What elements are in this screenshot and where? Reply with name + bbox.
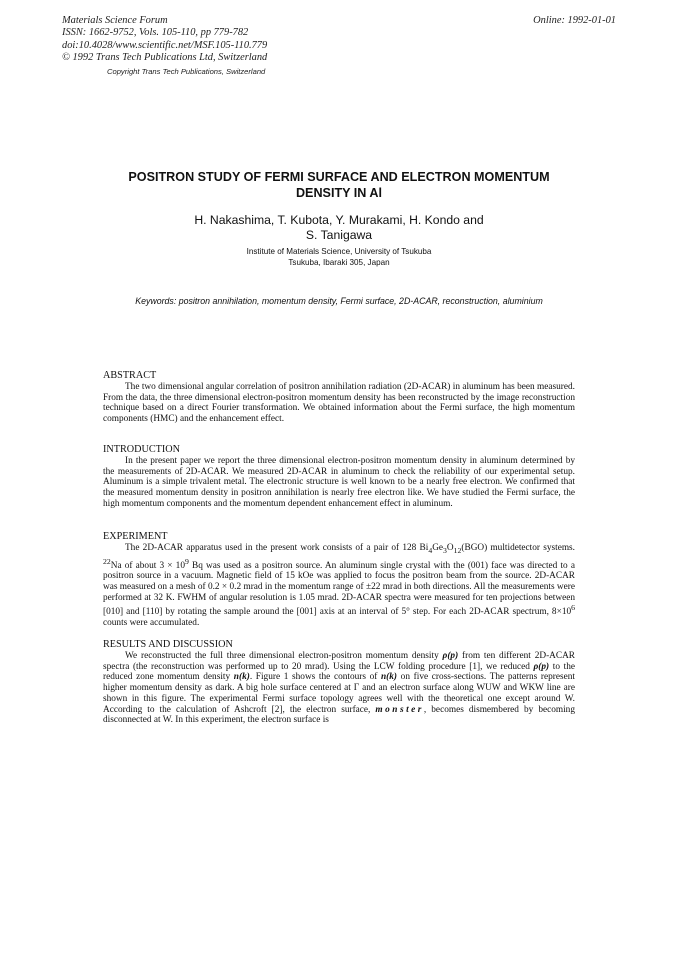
- affiliation-line-1: Institute of Materials Science, University of Tsukuba: [246, 247, 432, 256]
- rho-p-symbol: ρ(p): [442, 651, 459, 661]
- affiliation-line-2: Tsukuba, Ibaraki 305, Japan: [288, 257, 390, 267]
- copyright-small: Copyright Trans Tech Publications, Switzerland: [107, 67, 266, 76]
- rho-p-symbol-2: ρ(p): [533, 661, 550, 672]
- results-heading: RESULTS AND DISCUSSION: [103, 639, 233, 650]
- experiment-section: [103, 531, 575, 629]
- results-text-2: from ten different 2D-ACAR spectra (the reconstruction was performed up to 20 mrad). Using the LCW folding procedure [1], we reduced: [103, 651, 575, 672]
- experiment-heading: EXPERIMENT: [103, 531, 168, 542]
- results-text-5: on five cross-sections. The patterns represent higher momentum density as dark. A big hole surface centered at Γ and an electron surface along WUW and WKW line are shown in this figure. The experimental Fermi surface topology agrees well with the theoretical one except around W. According to the calculation of Ashcroft [2], the electron surface,: [103, 672, 575, 715]
- n-k-symbol: n(k): [233, 672, 250, 683]
- exp-text-6: Bq was used as a positron source. An aluminum single crystal with the (001) face was directed to a positron source in a vacuum. Magnetic field of 15 kOe was applied to focus the positron beam from the source. 2D-ACAR was measured on a mesh of 0.2 × 0.2 mrad in the momentum range of ±22 mrad in both directions. All the measurements were performed at 32 K. FWHM of angular resolution is 1.05 mrad. 2D-ACAR spectra were measured for ten projections between [010] and [110] by rotating the sample around the [001] axis at an interval of 5° step. For each 2D-ACAR spectrum, 8×10: [103, 560, 575, 618]
- exp-sup-mass: 22: [103, 556, 111, 566]
- exp-sup-exp-1: 9: [184, 556, 189, 566]
- exp-text-3: O: [446, 543, 454, 553]
- exp-sub-3: 12: [453, 545, 462, 555]
- experiment-text: [103, 543, 575, 629]
- authors-line-1: H. Nakashima, T. Kubota, Y. Murakami, H. Kondo and: [194, 213, 484, 227]
- monster-term: monster: [375, 704, 424, 715]
- exp-sub-1: 4: [428, 545, 433, 555]
- results-text-1: We reconstructed the full three dimensional electron-positron momentum density: [125, 651, 443, 661]
- paper-title: [90, 169, 588, 201]
- abstract-heading: ABSTRACT: [103, 370, 157, 381]
- title-line-1: POSITRON STUDY OF FERMI SURFACE AND ELECTRON MOMENTUM: [128, 170, 550, 184]
- abstract-section: [103, 370, 575, 425]
- exp-text-5: Na of about 3 × 10: [110, 560, 185, 571]
- exp-text-4: (BGO) multidetector systems.: [461, 543, 575, 553]
- keywords: Keywords: positron annihilation, momentum density, Fermi surface, 2D-ACAR, reconstruction, aluminium: [135, 296, 543, 306]
- n-k-symbol-2: n(k): [381, 672, 398, 683]
- authors-line-2: S. Tanigawa: [305, 228, 373, 242]
- exp-sup-exp-2: 6: [571, 603, 575, 613]
- exp-text-2: Ge: [432, 543, 444, 553]
- title-line-2: DENSITY IN Al: [295, 186, 383, 200]
- online-date: Online: 1992-01-01: [533, 15, 616, 26]
- copyright-line: © 1992 Trans Tech Publications Ltd, Switzerland: [62, 52, 268, 64]
- exp-text-1: The 2D-ACAR apparatus used in the present work consists of a pair of 128 Bi: [125, 543, 429, 553]
- results-text: [103, 651, 575, 726]
- results-section: [103, 639, 575, 726]
- abstract-text: The two dimensional angular correlation of positron annihilation radiation (2D-ACAR) in aluminum has been measured. From the data, the three dimensional electron-positron momentum density has been reconstructed by the image reconstruction technique based on a direct Fourier transformation. We obtained information about the Fermi surface, the high momentum components (HMC) and the enhancement effect.: [103, 382, 575, 425]
- results-text-6: , becomes dismembered by becoming disconnected at W. In this experiment, the electron surface is: [103, 704, 575, 726]
- results-text-4: . Figure 1 shows the contours of: [249, 672, 382, 683]
- introduction-heading: INTRODUCTION: [103, 444, 180, 455]
- introduction-text: In the present paper we report the three dimensional electron-positron momentum density in aluminum determined by the measurements of 2D-ACAR. We measured 2D-ACAR in aluminum to check the reliability of our experimental setup. Aluminum is a simple trivalent metal. The electronic structure is well known to be a nearly free electron. We confirmed that the measured momentum density in positron annihilation is nearly free electron like. We have studied the Fermi surface, the high momentum components and the momentum dependent enhancement effect in aluminum.: [103, 456, 575, 509]
- exp-sub-2: 3: [443, 545, 447, 555]
- exp-text-7: counts were accumulated.: [103, 618, 200, 629]
- issn-line: ISSN: 1662-9752, Vols. 105-110, pp 779-782: [62, 27, 249, 39]
- affiliation: [150, 247, 528, 268]
- author-list: [120, 213, 558, 243]
- journal-name: Materials Science Forum: [62, 15, 168, 26]
- introduction-section: [103, 444, 575, 510]
- results-text-3: to the reduced zone momentum density: [103, 661, 575, 683]
- doi-line: doi:10.4028/www.scientific.net/MSF.105-110.779: [62, 39, 268, 51]
